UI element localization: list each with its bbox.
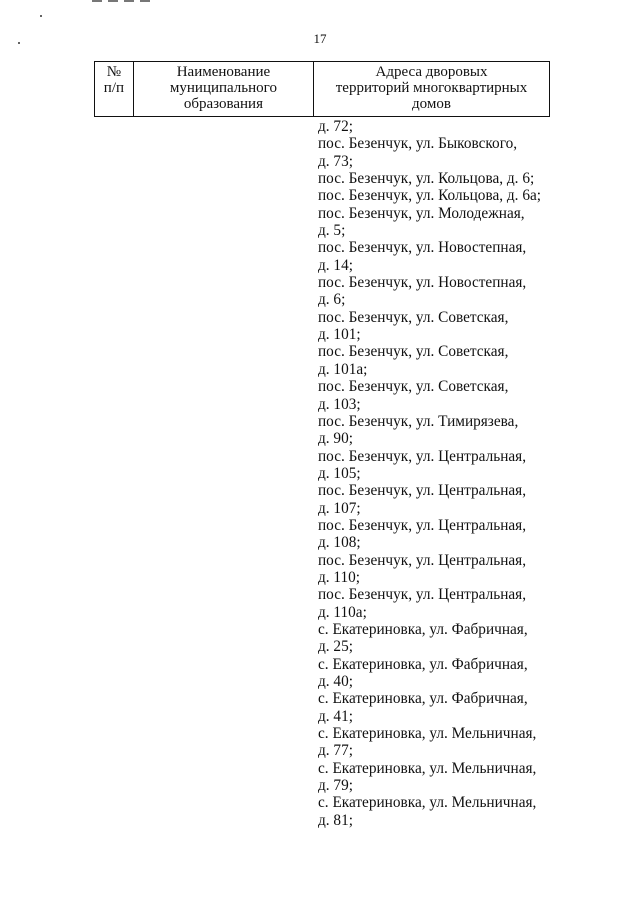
header-text: Наименование [176, 64, 271, 80]
header-text: муниципального [169, 80, 277, 96]
address-line: д. 110а; [318, 603, 367, 621]
address-line: пос. Безенчук, ул. Центральная, [318, 551, 527, 569]
address-line: с. Екатериновка, ул. Фабричная, [318, 620, 528, 638]
address-line: д. 103; [318, 395, 361, 413]
header-cell-municipality [134, 62, 314, 116]
address-line: пос. Безенчук, ул. Новостепная, [318, 274, 527, 292]
page-number: 17 [313, 31, 327, 46]
address-line: пос. Безенчук, ул. Быковского, [318, 135, 518, 153]
address-line: с. Екатериновка, ул. Мельничная, [318, 759, 537, 777]
scan-edge-mark [92, 0, 156, 2]
address-line: пос. Безенчук, ул. Кольцова, д. 6а; [318, 187, 542, 205]
address-line: пос. Безенчук, ул. Центральная, [318, 482, 527, 500]
address-line: д. 90; [318, 430, 353, 448]
address-line: пос. Безенчук, ул. Центральная, [318, 586, 527, 604]
address-line: пос. Безенчук, ул. Центральная, [318, 516, 527, 534]
header-text: образования [183, 96, 263, 112]
address-line: пос. Безенчук, ул. Тимирязева, [318, 412, 519, 430]
address-line: д. 14; [318, 256, 353, 274]
address-line: пос. Безенчук, ул. Новостепная, [318, 239, 527, 257]
address-line: д. 107; [318, 499, 361, 517]
header-cell-number [95, 62, 134, 116]
address-line: д. 110; [318, 568, 361, 586]
address-line: пос. Безенчук, ул. Советская, [318, 378, 509, 396]
address-line: пос. Безенчук, ул. Центральная, [318, 447, 527, 465]
address-line: с. Екатериновка, ул. Мельничная, [318, 794, 537, 812]
scan-speck [40, 15, 42, 17]
address-line: д. 101; [318, 326, 361, 344]
address-line: д. 5; [318, 222, 346, 240]
address-line: д. 108; [318, 534, 361, 552]
address-list [318, 118, 558, 829]
address-line: д. 105; [318, 464, 361, 482]
address-line: пос. Безенчук, ул. Молодежная, [318, 204, 525, 222]
address-line: пос. Безенчук, ул. Кольцова, д. 6; [318, 170, 535, 188]
address-line: д. 79; [318, 777, 353, 795]
header-text: п/п [103, 80, 125, 96]
address-line: д. 73; [318, 152, 353, 170]
address-line: д. 41; [318, 707, 353, 725]
address-line: д. 72; [318, 118, 353, 135]
header-text: домов [412, 96, 451, 112]
table-header [94, 61, 550, 117]
address-line: пос. Безенчук, ул. Советская, [318, 343, 509, 361]
address-line: д. 40; [318, 673, 353, 690]
address-line: с. Екатериновка, ул. Фабричная, [318, 690, 528, 708]
address-line: с. Екатериновка, ул. Фабричная, [318, 655, 528, 673]
address-line: д. 25; [318, 638, 353, 656]
address-line: пос. Безенчук, ул. Советская, [318, 308, 509, 326]
address-line: д. 6; [318, 291, 346, 309]
header-text: № [106, 64, 122, 80]
address-line: с. Екатериновка, ул. Мельничная, [318, 725, 537, 743]
address-line: д. 77; [318, 742, 353, 760]
header-text: Адреса дворовых [375, 64, 488, 80]
address-line: д. 101а; [318, 360, 368, 378]
header-cell-addresses [314, 62, 549, 116]
address-line: д. 81; [318, 811, 353, 829]
header-text: территорий многоквартирных [335, 80, 528, 96]
